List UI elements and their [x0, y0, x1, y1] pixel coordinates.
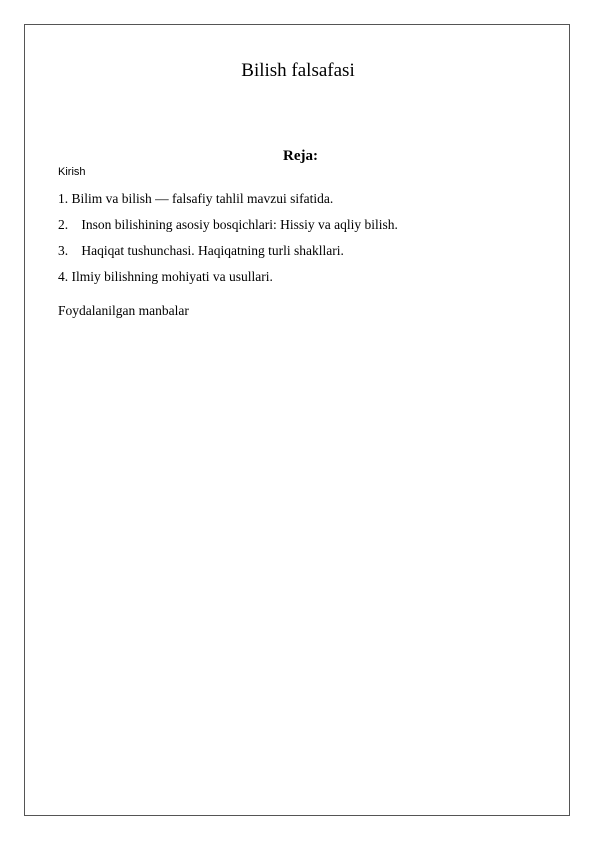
document-title: Bilish falsafasi	[241, 60, 355, 81]
plan-item-text: Bilim va bilish — falsafiy tahlil mavzui sifatida.	[71, 191, 334, 206]
plan-item-1	[58, 190, 398, 216]
plan-item-text: Inson bilishining asosiy bosqichlari: Hissiy va aqliy bilish.	[81, 217, 398, 232]
intro-item: Kirish	[58, 166, 86, 178]
plan-heading: Reja:	[283, 148, 318, 164]
page-frame	[24, 24, 570, 816]
plan-item-text: Haqiqat tushunchasi. Haqiqatning turli shakllari.	[81, 243, 344, 258]
plan-item-2	[58, 216, 398, 242]
plan-item-number: 4.	[58, 269, 69, 284]
plan-item-3	[58, 242, 398, 268]
plan-item-number: 1.	[58, 191, 69, 206]
plan-item-text: Ilmiy bilishning mohiyati va usullari.	[71, 269, 273, 284]
plan-item-number: 2.	[58, 217, 69, 232]
plan-list	[58, 190, 398, 294]
plan-item-number: 3.	[58, 243, 69, 258]
references-item: Foydalanilgan manbalar	[58, 303, 189, 318]
plan-item-4	[58, 268, 398, 294]
